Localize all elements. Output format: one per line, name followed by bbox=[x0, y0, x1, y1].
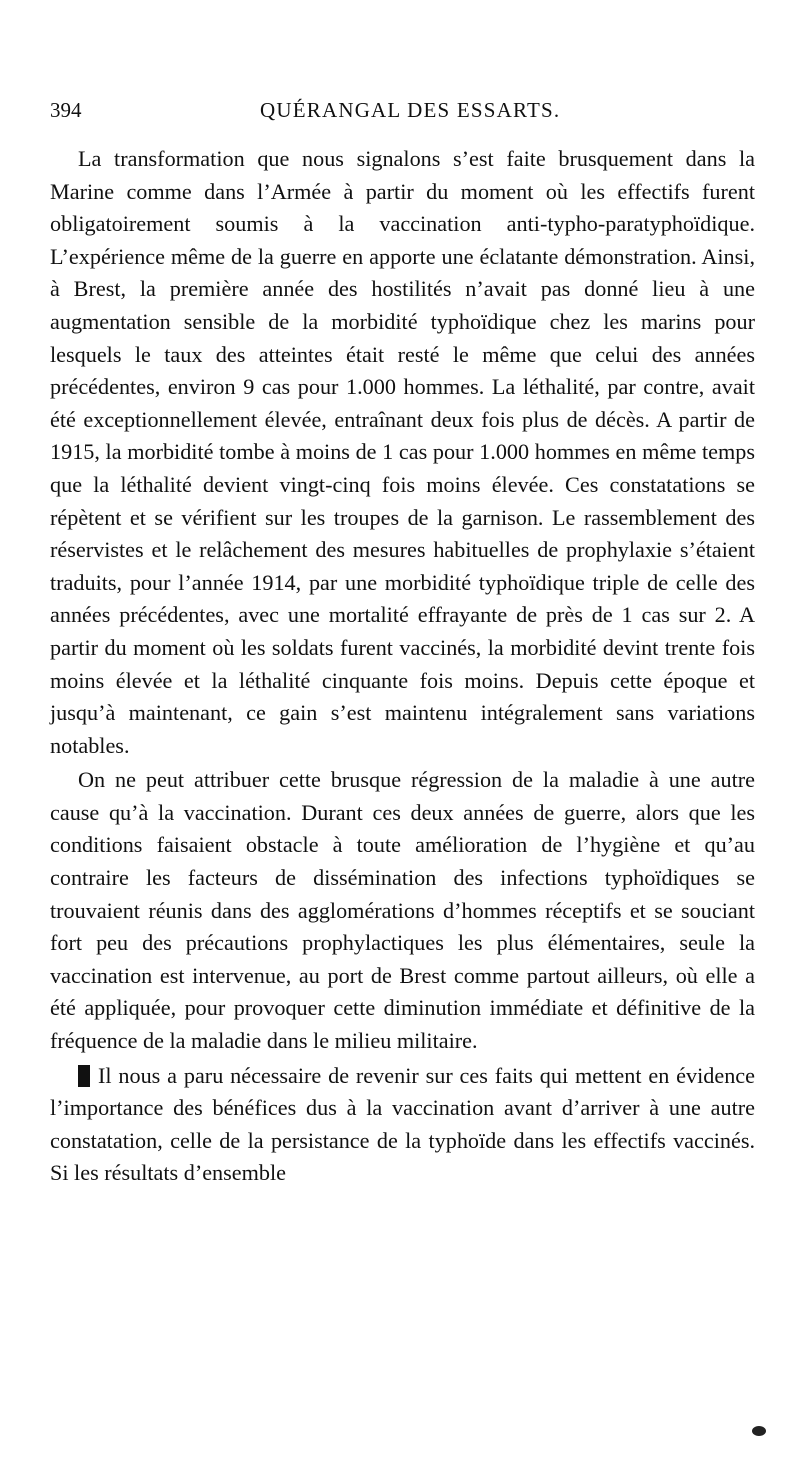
page-number: 394 bbox=[50, 98, 82, 122]
paragraph-3-text: Il nous a paru nécessaire de revenir sur ces faits qui mettent en évidence l’importance des bénéfices dus à la vaccination avant d’arriver à une autre constatation, celle de la persistance de la typhoïde dans les effectifs vaccinés. Si les résultats d’ensemble bbox=[50, 1062, 755, 1186]
ink-blot-icon bbox=[752, 1426, 766, 1436]
body-text bbox=[50, 143, 755, 1190]
running-head: QUÉRANGAL DES ESSARTS. bbox=[260, 98, 561, 122]
paragraph-1: La transformation que nous signalons s’est faite brusquement dans la Marine comme dans l’Armée à partir du moment où les effectifs furent obligatoirement soumis à la vaccination anti-typho-paratyphoïdique. L’expérience même de la guerre en apporte une éclatante démonstration. Ainsi, à Brest, la première année des hostilités n’avait pas donné lieu à une augmentation sensible de la morbidité typhoïdique chez les marins pour lesquels le taux des atteintes était resté le même que celui des années précédentes, environ 9 cas pour 1.000 hommes. La léthalité, par contre, avait été exceptionnellement élevée, entraînant deux fois plus de décès. A partir de 1915, la morbidité tombe à moins de 1 cas pour 1.000 hommes en même temps que la léthalité devient vingt-cinq fois moins élevée. Ces constatations se répètent et se vérifient sur les troupes de la garnison. Le rassemblement des réservistes et le relâchement des mesures habituelles de prophylaxie s’étaient traduits, pour l’année 1914, par une morbidité typhoïdique triple de celle des années précédentes, avec une mortalité effrayante de près de 1 cas sur 2. A partir du moment où les soldats furent vaccinés, la morbidité devint trente fois moins élevée et la léthalité cinquante fois moins. Depuis cette époque et jusqu’à maintenant, ce gain s’est maintenu intégralement sans variations notables. bbox=[50, 146, 755, 758]
paragraph-marker-icon bbox=[78, 1065, 90, 1087]
paragraph-3 bbox=[50, 1060, 755, 1190]
page-header bbox=[50, 98, 750, 128]
paragraph-2: On ne peut attribuer cette brusque régression de la maladie à une autre cause qu’à la vaccination. Durant ces deux années de guerre, alors que les conditions faisaient obstacle à toute amélioration de l’hygiène et qu’au contraire les facteurs de dissémination des infections typhoïdiques se trouvaient réunis dans des agglomérations d’hommes réceptifs et se souciant fort peu des précautions prophylactiques les plus élémentaires, seule la vaccination est intervenue, au port de Brest comme partout ailleurs, où elle a été appliquée, pour provoquer cette diminution immédiate et définitive de la fréquence de la maladie dans le milieu militaire. bbox=[50, 767, 755, 1054]
